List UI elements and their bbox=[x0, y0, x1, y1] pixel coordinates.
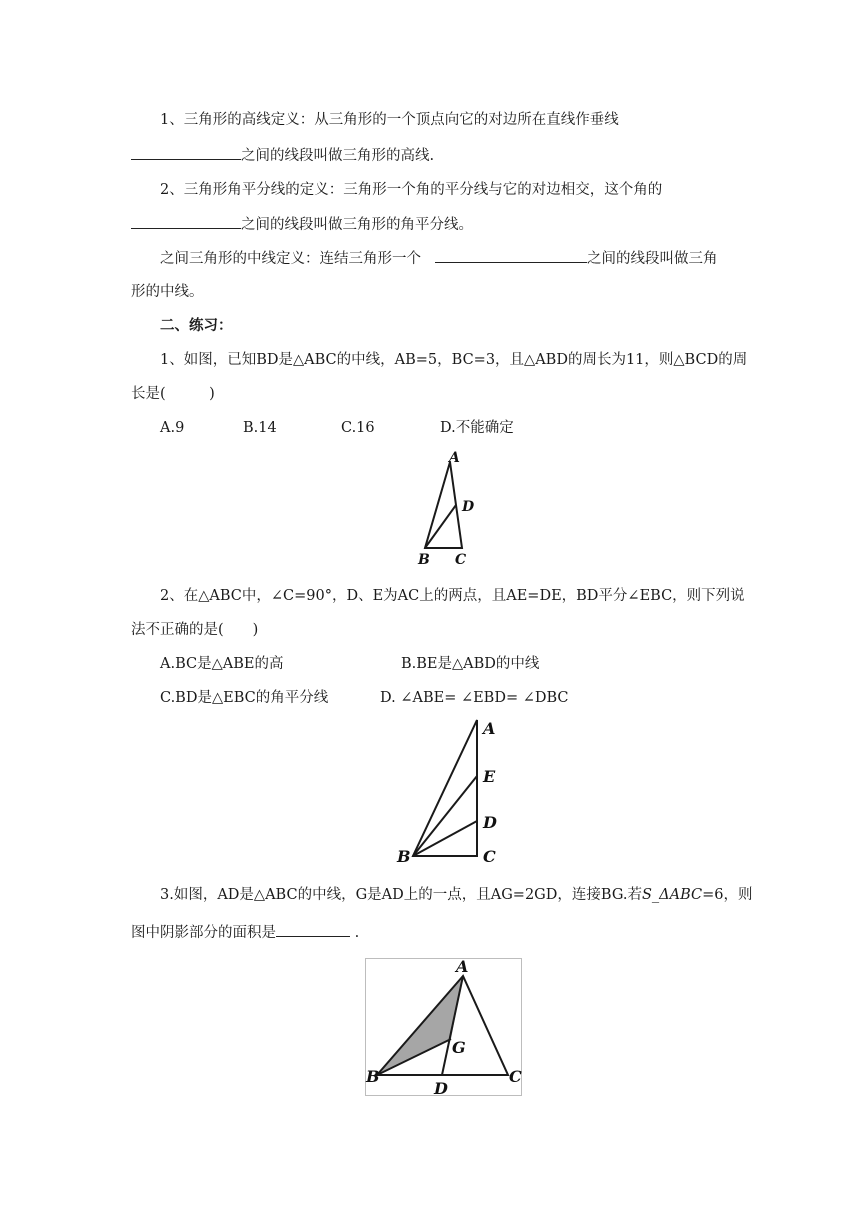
question-1-line1: 1、如图，已知BD是△ABC的中线，AB=5，BC=3，且△ABD的周长为11，则△BCD的周 bbox=[160, 352, 748, 368]
question-3-figure bbox=[365, 958, 523, 1098]
question-3-prompt: 图中阴影部分的面积是 bbox=[131, 925, 276, 941]
section-heading: 二、练习： bbox=[160, 318, 233, 334]
answer-blank[interactable] bbox=[276, 922, 350, 937]
fill-blank[interactable] bbox=[435, 248, 587, 263]
definition-altitude-tail: 之间的线段叫做三角形的高线. bbox=[241, 148, 435, 164]
question-1-option-a[interactable]: A.9 bbox=[160, 420, 185, 436]
label-a: A bbox=[483, 719, 496, 738]
definition-bisector-line1: 2、三角形角平分线的定义：三角形一个角的平分线与它的对边相交，这个角的 bbox=[160, 182, 663, 198]
label-g: G bbox=[452, 1038, 466, 1057]
definition-median-line2: 形的中线。 bbox=[131, 284, 204, 300]
question-2-option-d[interactable]: D. ∠ABE= ∠EBD= ∠DBC bbox=[380, 690, 569, 706]
label-d: D bbox=[434, 1079, 448, 1098]
label-d: D bbox=[462, 499, 475, 515]
label-b: B bbox=[418, 552, 430, 568]
fill-blank[interactable] bbox=[131, 145, 241, 160]
fill-blank[interactable] bbox=[131, 214, 241, 229]
definition-bisector-line2 bbox=[131, 214, 473, 235]
label-c: C bbox=[509, 1067, 522, 1086]
definition-altitude-line2 bbox=[131, 145, 434, 166]
label-e: E bbox=[483, 767, 496, 786]
question-2-option-a[interactable]: A.BC是△ABE的高 bbox=[160, 656, 284, 672]
question-3-period: . bbox=[350, 925, 360, 941]
definition-median-tail: 之间的线段叫做三角 bbox=[587, 251, 718, 267]
label-c: C bbox=[455, 552, 467, 568]
segment-bd bbox=[413, 821, 477, 856]
question-2-line2: 法不正确的是( ) bbox=[131, 622, 259, 638]
triangle-abc bbox=[425, 462, 462, 548]
question-1-option-d[interactable]: D.不能确定 bbox=[440, 420, 514, 436]
question-3-text-tail: =6，则 bbox=[702, 887, 753, 903]
question-2-figure bbox=[395, 716, 510, 868]
question-1-option-c[interactable]: C.16 bbox=[341, 420, 375, 436]
definition-median-line1 bbox=[160, 248, 718, 269]
label-a: A bbox=[456, 957, 469, 976]
definition-bisector-tail: 之间的线段叫做三角形的角平分线。 bbox=[241, 217, 473, 233]
label-b: B bbox=[397, 847, 411, 866]
label-c: C bbox=[483, 847, 496, 866]
question-1-option-b[interactable]: B.14 bbox=[243, 420, 277, 436]
question-3-line1 bbox=[160, 885, 753, 905]
question-2-option-c[interactable]: C.BD是△EBC的角平分线 bbox=[160, 690, 329, 706]
question-3-text: 3.如图，AD是△ABC的中线，G是AD上的一点，且AG=2GD，连接BG.若 bbox=[160, 887, 642, 903]
label-b: B bbox=[366, 1067, 380, 1086]
definition-median-head: 之间三角形的中线定义：连结三角形一个 bbox=[160, 251, 421, 267]
question-1-figure bbox=[410, 448, 480, 570]
area-symbol: S_ΔABC bbox=[642, 887, 703, 903]
question-2-option-b[interactable]: B.BE是△ABD的中线 bbox=[401, 656, 540, 672]
label-d: D bbox=[483, 813, 497, 832]
question-3-line2 bbox=[131, 922, 359, 943]
question-1-line2: 长是( ) bbox=[131, 386, 215, 402]
question-2-line1: 2、在△ABC中，∠C=90°，D、E为AC上的两点，且AE=DE，BD平分∠EBC，则下列说 bbox=[160, 588, 745, 604]
label-a: A bbox=[449, 450, 460, 466]
definition-altitude-line1: 1、三角形的高线定义：从三角形的一个顶点向它的对边所在直线作垂线 bbox=[160, 112, 619, 128]
median-bd bbox=[425, 505, 456, 548]
